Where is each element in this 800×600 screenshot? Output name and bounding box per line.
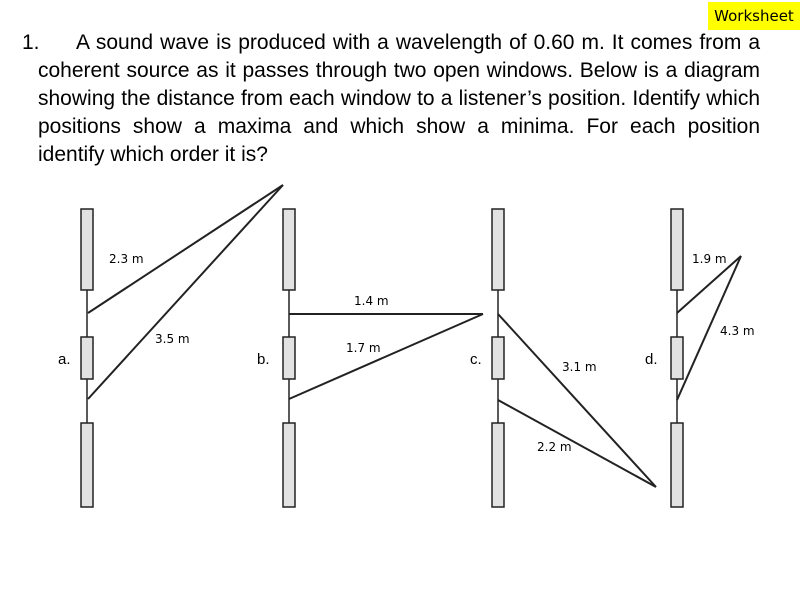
question-text: A sound wave is produced with a wavelength of 0.60 m. It comes from a coherent source as it passes through two open windows. Below is a diagram showing the distance from each window to a listener’s position. Identify which positions show a maxima and which show a minima. For each position identify which order it is? xyxy=(38,31,760,166)
wall-a-bottom-segment xyxy=(81,423,93,507)
wall-d-middle-segment xyxy=(671,337,683,379)
distance-label-c-top: 3.1 m xyxy=(562,360,597,374)
wall-b-bottom-segment xyxy=(283,423,295,507)
position-label-d: d. xyxy=(645,351,658,368)
path-c-bottom xyxy=(498,400,656,487)
wall-d-top-segment xyxy=(671,209,683,290)
distance-label-b-bottom: 1.7 m xyxy=(346,341,381,355)
wall-a-middle-segment xyxy=(81,337,93,379)
wall-c-bottom-segment xyxy=(492,423,504,507)
distance-label-c-bottom: 2.2 m xyxy=(537,440,572,454)
wall-b-middle-segment xyxy=(283,337,295,379)
worksheet-badge: Worksheet xyxy=(708,2,800,30)
distance-label-b-top: 1.4 m xyxy=(354,294,389,308)
wall-d-bottom-segment xyxy=(671,423,683,507)
path-a-top xyxy=(88,185,283,313)
position-label-a: a. xyxy=(58,351,71,368)
path-c-top xyxy=(498,314,656,487)
distance-label-d-bottom: 4.3 m xyxy=(720,324,755,338)
wall-c-top-segment xyxy=(492,209,504,290)
position-label-c: c. xyxy=(470,351,482,368)
question-number: 1. xyxy=(22,31,40,54)
path-a-bottom xyxy=(88,185,283,399)
wall-c-middle-segment xyxy=(492,337,504,379)
distance-label-a-top: 2.3 m xyxy=(109,252,144,266)
wall-b-top-segment xyxy=(283,209,295,290)
path-b-bottom xyxy=(289,314,483,399)
position-label-b: b. xyxy=(257,351,270,368)
wall-a-top-segment xyxy=(81,209,93,290)
distance-label-d-top: 1.9 m xyxy=(692,252,727,266)
distance-label-a-bottom: 3.5 m xyxy=(155,332,190,346)
